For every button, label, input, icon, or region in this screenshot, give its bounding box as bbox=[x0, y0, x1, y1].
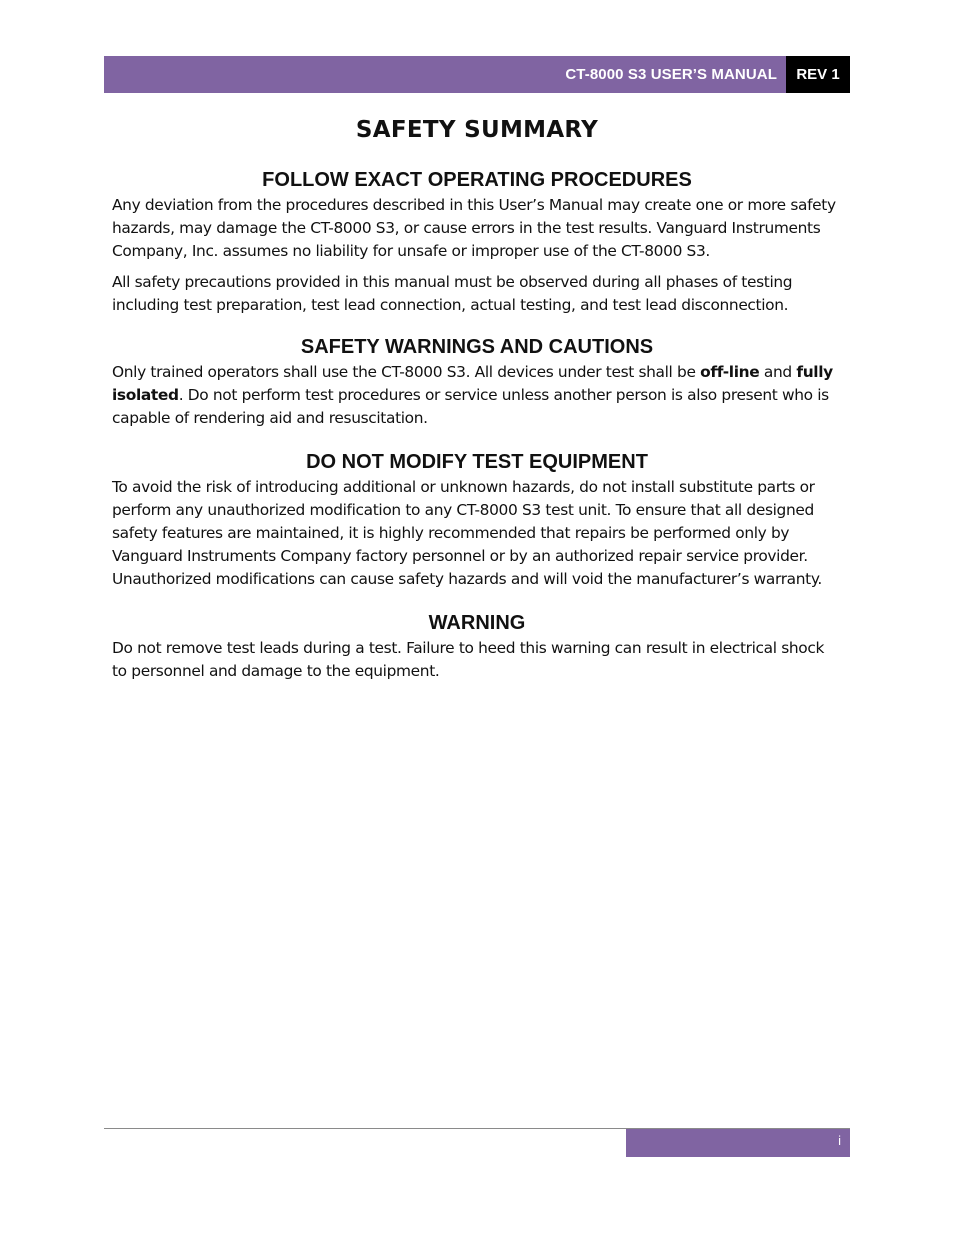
section-heading: DO NOT MODIFY TEST EQUIPMENT bbox=[306, 451, 648, 473]
section-paragraph bbox=[112, 361, 842, 430]
section-do-not-modify bbox=[112, 448, 842, 591]
section-heading: FOLLOW EXACT OPERATING PROCEDURES bbox=[262, 169, 692, 191]
section-paragraph: Do not remove test leads during a test. Failure to heed this warning can result in electrical shock to personnel and damage to the equipment. bbox=[112, 639, 825, 680]
section-operating-procedures bbox=[112, 166, 842, 317]
section-paragraph: All safety precautions provided in this manual must be observed during all phases of testing including test preparation, test lead connection, actual testing, and test lead disconnection. bbox=[112, 273, 793, 314]
section-warnings-cautions bbox=[112, 333, 842, 430]
section-heading: SAFETY WARNINGS AND CAUTIONS bbox=[300, 336, 654, 358]
section-warning bbox=[112, 609, 842, 683]
paragraph-text: Only trained operators shall use the CT-8000 S3. All devices under test shall be bbox=[112, 363, 701, 381]
paragraph-text: . Do not perform test procedures or service unless another person is also present who is capable of rendering aid and resuscitation. bbox=[112, 386, 829, 427]
page-number: i bbox=[838, 1133, 841, 1148]
revision-badge: REV 1 bbox=[786, 56, 850, 93]
header-band bbox=[104, 56, 786, 93]
emphasis-off-line: off-line bbox=[700, 363, 760, 381]
paragraph-text: and bbox=[759, 363, 797, 381]
section-paragraph: Any deviation from the procedures described in this User’s Manual may create one or more safety hazards, may damage the CT-8000 S3, or cause errors in the test results. Vanguard Instruments Company, Inc. assumes no liability for unsafe or improper use of the CT-8000 S3. bbox=[112, 196, 836, 260]
page-title: SAFETY SUMMARY bbox=[355, 117, 599, 143]
manual-title: CT-8000 S3 USER’S MANUAL bbox=[565, 66, 777, 83]
footer-band bbox=[626, 1129, 850, 1157]
emphasis-fully-isolated: fully isolated bbox=[112, 363, 833, 404]
page-content bbox=[112, 110, 842, 691]
section-heading: WARNING bbox=[428, 612, 526, 634]
section-paragraph: To avoid the risk of introducing additional or unknown hazards, do not install substitute parts or perform any unauthorized modification to any CT-8000 S3 test unit. To ensure that all designed safety features are maintained, it is highly recommended that repairs be performed only by Vanguard Instruments Company factory personnel or by an authorized repair service provider. Unauthorized modifications can cause safety hazards and will void the manufacturer’s warranty. bbox=[112, 478, 822, 588]
